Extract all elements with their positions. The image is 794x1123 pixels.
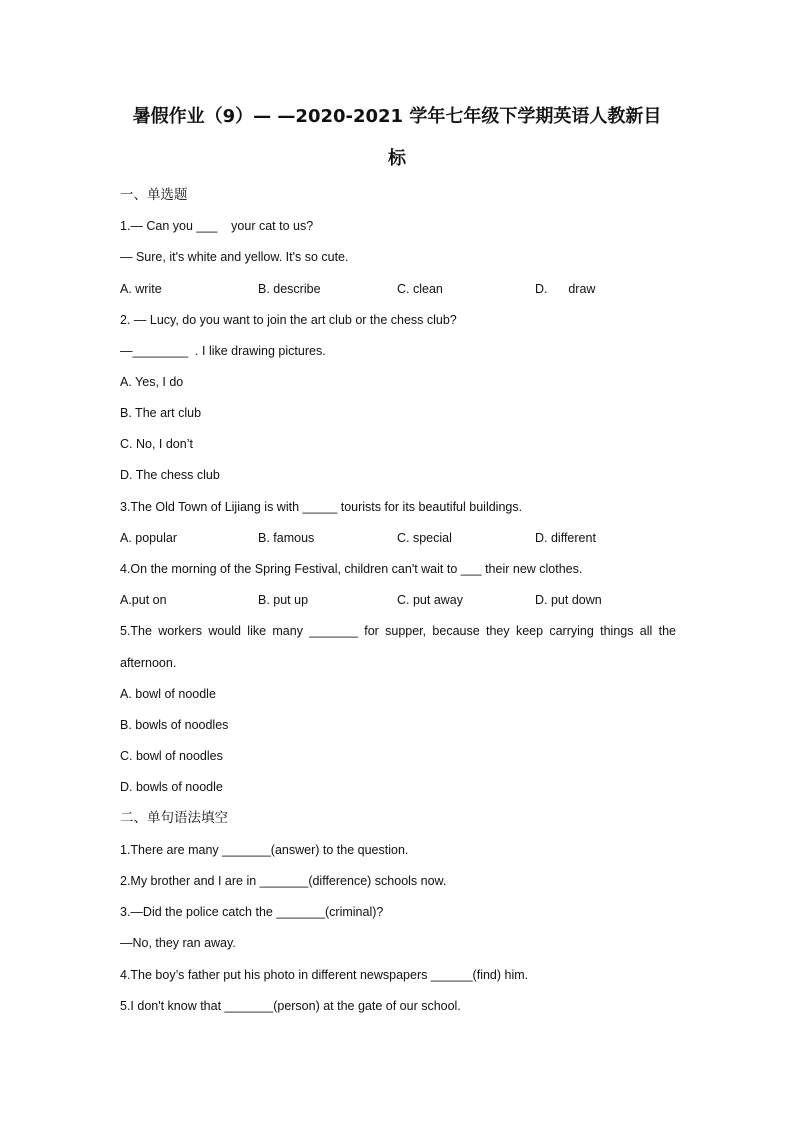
document-title-line-1: 暑假作业（9）— —2020-2021 学年七年级下学期英语人教新目 <box>132 106 662 127</box>
question-4-option-a: A.put on <box>120 593 167 607</box>
question-4-option-b: B. put up <box>258 593 309 607</box>
document-title-line-2: 标 <box>388 148 406 169</box>
question-2-option-d: D. The chess club <box>120 468 220 482</box>
question-3-option-a: A. popular <box>120 531 177 545</box>
section-heading-grammar-fill: 二、单句语法填空 <box>120 810 228 826</box>
question-1-option-c: C. clean <box>397 282 443 296</box>
grammar-item-3: 3.—Did the police catch the _______(criminal)? <box>120 905 384 919</box>
question-2-option-a: A. Yes, I do <box>120 375 184 389</box>
question-5-option-b: B. bowls of noodles <box>120 718 229 732</box>
grammar-item-1: 1.There are many _______(answer) to the question. <box>120 843 409 857</box>
question-5-stem-continued: afternoon. <box>120 656 177 670</box>
question-4-option-d: D. put down <box>535 593 602 607</box>
question-2-stem-reply: —________ . I like drawing pictures. <box>120 344 326 358</box>
question-5-stem: 5.The workers would like many _______ for supper, because they keep carrying things all the <box>120 624 676 638</box>
grammar-item-4: 4.The boy’s father put his photo in different newspapers ______(find) him. <box>120 968 529 982</box>
question-4-option-c: C. put away <box>397 593 464 607</box>
question-1-stem: 1.— Can you ___ your cat to us? <box>120 219 314 233</box>
question-1-option-a: A. write <box>120 282 162 296</box>
question-5-option-a: A. bowl of noodle <box>120 687 216 701</box>
grammar-item-2: 2.My brother and I are in _______(difference) schools now. <box>120 874 447 888</box>
question-3-option-b: B. famous <box>258 531 315 545</box>
question-1-option-b: B. describe <box>258 282 321 296</box>
section-heading-single-choice: 一、单选题 <box>120 187 188 203</box>
question-1-stem-reply: — Sure, it's white and yellow. It's so cute. <box>120 250 349 264</box>
question-4-stem: 4.On the morning of the Spring Festival, children can't wait to ___ their new clothes. <box>120 562 583 576</box>
grammar-item-3-reply: —No, they ran away. <box>120 936 236 950</box>
question-2-option-b: B. The art club <box>120 406 202 420</box>
grammar-item-5: 5.I don't know that _______(person) at the gate of our school. <box>120 999 461 1013</box>
question-2-stem: 2. — Lucy, do you want to join the art club or the chess club? <box>120 313 457 327</box>
question-2-option-c: C. No, I don’t <box>120 437 193 451</box>
question-3-option-c: C. special <box>397 531 452 545</box>
question-5-option-c: C. bowl of noodles <box>120 749 223 763</box>
question-3-option-d: D. different <box>535 531 596 545</box>
question-3-stem: 3.The Old Town of Lijiang is with _____ tourists for its beautiful buildings. <box>120 500 523 514</box>
question-5-option-d: D. bowls of noodle <box>120 780 223 794</box>
question-1-option-d: D. draw <box>535 282 596 296</box>
